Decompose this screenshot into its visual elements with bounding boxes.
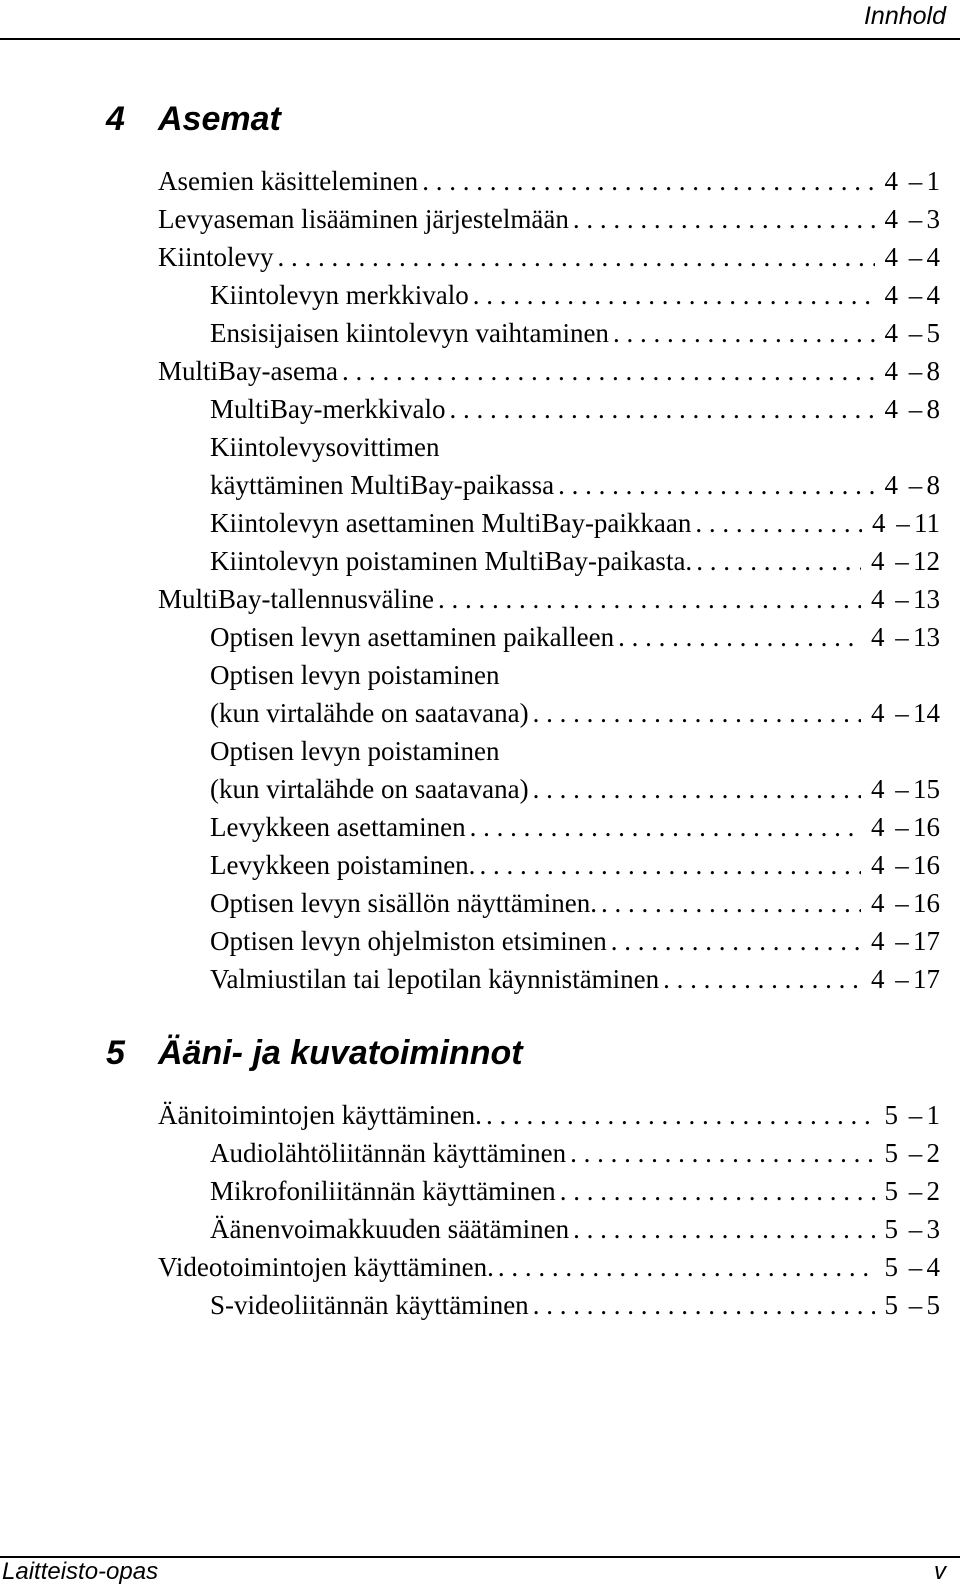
dot-leader: [445, 394, 874, 425]
dot-leader: [692, 546, 861, 577]
toc-entry-page: 4 – 8: [884, 394, 940, 424]
dot-leader: [569, 204, 875, 235]
toc-entry[interactable]: [210, 394, 940, 432]
toc-entry-page: 4 – 15: [871, 774, 940, 804]
toc-entry-label: Kiintolevyn asettaminen MultiBay-paikkaan: [210, 508, 692, 538]
toc-entry[interactable]: [158, 356, 940, 394]
dot-leader: [434, 584, 861, 615]
toc-entry[interactable]: [210, 470, 940, 508]
toc-entry-label: Ensisijaisen kiintolevyn vaihtaminen: [210, 318, 609, 348]
toc-entry[interactable]: [210, 774, 940, 812]
toc-entry-label: MultiBay-tallennusväline: [158, 584, 434, 614]
toc-entry-label: Kiintolevy: [158, 242, 274, 272]
running-footer-title: Laitteisto-opas: [2, 1558, 159, 1585]
dot-leader: [691, 508, 862, 539]
toc-entry[interactable]: [158, 1252, 940, 1290]
toc-entry-page: 4 – 13: [871, 622, 940, 652]
toc-entry-page: 5 – 3: [884, 1214, 940, 1244]
toc-entry-label: Kiintolevyn poistaminen MultiBay-paikasta.: [210, 546, 693, 576]
dot-leader: [418, 166, 874, 197]
dot-leader: [466, 812, 861, 843]
toc-entry-page: 5 – 5: [884, 1290, 940, 1320]
toc-entry-page: 4 – 4: [884, 242, 940, 272]
toc-entry[interactable]: [210, 926, 940, 964]
toc-entry-page: 4 – 8: [884, 470, 940, 500]
toc-entry-label: Optisen levyn sisällön näyttäminen.: [210, 888, 597, 918]
running-header: Innhold: [863, 2, 946, 30]
toc-entry[interactable]: [210, 1214, 940, 1252]
toc-entry-page: 4 – 1: [884, 166, 940, 196]
dot-leader: [482, 1100, 875, 1131]
toc-entry[interactable]: [158, 204, 940, 242]
dot-leader: [597, 888, 861, 919]
page-number: v: [934, 1558, 946, 1585]
dot-leader: [529, 1290, 875, 1321]
toc-entry-label: Asemien käsitteleminen: [158, 166, 419, 196]
toc-entry-page: 4 – 16: [871, 850, 940, 880]
dot-leader: [614, 622, 861, 653]
toc-entry-label: Valmiustilan tai lepotilan käynnistäminen: [210, 964, 660, 994]
toc-entry[interactable]: [210, 888, 940, 926]
toc-entry-label: Videotoimintojen käyttäminen.: [158, 1252, 494, 1282]
toc-entry-page: 4 – 3: [884, 204, 940, 234]
toc-entry[interactable]: [210, 850, 940, 888]
toc-entry-label: MultiBay-merkkivalo: [210, 394, 446, 424]
dot-leader: [469, 280, 875, 311]
toc-entry[interactable]: [210, 698, 940, 736]
dot-leader: [529, 698, 861, 729]
toc-entry-label: Optisen levyn asettaminen paikalleen: [210, 622, 615, 652]
toc-entry[interactable]: [158, 584, 940, 622]
toc-entry-label: Äänenvoimakkuuden säätäminen: [210, 1214, 570, 1244]
dot-leader: [566, 1138, 874, 1169]
toc-entry[interactable]: [158, 166, 940, 204]
toc-entry-label: S-videoliitännän käyttäminen: [210, 1290, 529, 1320]
toc-entry[interactable]: [210, 280, 940, 318]
chapter-title: Ääni- ja kuvatoiminnot: [158, 1034, 523, 1072]
dot-leader: [659, 964, 861, 995]
toc-entry-label: Levykkeen asettaminen: [210, 812, 466, 842]
toc-entry[interactable]: [210, 1290, 940, 1328]
dot-leader: [475, 850, 861, 881]
toc-entry-page: 4 – 4: [884, 280, 940, 310]
dot-leader: [494, 1252, 875, 1283]
toc-entry-page: 5 – 2: [884, 1176, 940, 1206]
toc-entry[interactable]: [158, 242, 940, 280]
toc-entry-page: 4 – 5: [884, 318, 940, 348]
dot-leader: [554, 470, 874, 501]
toc-entry-page: 5 – 4: [884, 1252, 940, 1282]
toc-entry-page: 4 – 16: [871, 888, 940, 918]
dot-leader: [609, 318, 875, 349]
toc-entry-label-line1[interactable]: Optisen levyn poistaminen: [210, 660, 500, 690]
toc-entry-page: 4 – 11: [872, 508, 940, 538]
dot-leader: [607, 926, 861, 957]
toc-entry[interactable]: [210, 622, 940, 660]
toc-entry-label: Audiolähtöliitännän käyttäminen: [210, 1138, 567, 1168]
dot-leader: [529, 774, 861, 805]
toc-entry[interactable]: [210, 1176, 940, 1214]
toc-entry-page: 4 – 17: [871, 964, 940, 994]
toc-entry-label: Mikrofoniliitännän käyttäminen: [210, 1176, 556, 1206]
toc-entry[interactable]: [210, 546, 940, 584]
toc-entry[interactable]: [210, 508, 940, 546]
chapter-heading[interactable]: [106, 100, 281, 139]
toc-entry-page: 4 – 12: [871, 546, 940, 576]
toc-entry-label: käyttäminen MultiBay-paikassa: [210, 470, 555, 500]
toc-entry-label: Kiintolevyn merkkivalo: [210, 280, 469, 310]
header-rule: [0, 38, 960, 40]
toc-entry-label: Levykkeen poistaminen.: [210, 850, 476, 880]
toc-entry-page: 4 – 14: [871, 698, 940, 728]
toc-entry[interactable]: [210, 964, 940, 1002]
toc-entry-label: (kun virtalähde on saatavana): [210, 774, 529, 804]
chapter-heading[interactable]: [106, 1034, 523, 1073]
toc-entry-label: MultiBay-asema: [158, 356, 338, 386]
toc-entry[interactable]: [210, 812, 940, 850]
toc-entry-label: (kun virtalähde on saatavana): [210, 698, 529, 728]
toc-entry-page: 5 – 2: [884, 1138, 940, 1168]
toc-entry[interactable]: [210, 318, 940, 356]
toc-entry-label-line1[interactable]: Kiintolevysovittimen: [210, 432, 440, 462]
toc-entry-page: 5 – 1: [884, 1100, 940, 1130]
toc-entry-page: 4 – 13: [871, 584, 940, 614]
chapter-number: 4: [106, 100, 125, 138]
toc-entry-page: 4 – 17: [871, 926, 940, 956]
dot-leader: [274, 242, 875, 273]
toc-entry[interactable]: [210, 1138, 940, 1176]
dot-leader: [569, 1214, 874, 1245]
toc-entry-label: Äänitoimintojen käyttäminen.: [158, 1100, 482, 1130]
toc-entry-label: Levyaseman lisääminen järjestelmään: [158, 204, 569, 234]
chapter-title: Asemat: [158, 100, 281, 138]
toc-entry-label-line1[interactable]: Optisen levyn poistaminen: [210, 736, 500, 766]
chapter-number: 5: [106, 1034, 125, 1072]
dot-leader: [338, 356, 875, 387]
toc-entry-page: 4 – 8: [884, 356, 940, 386]
toc-entry[interactable]: [158, 1100, 940, 1138]
toc-entry-label: Optisen levyn ohjelmiston etsiminen: [210, 926, 607, 956]
dot-leader: [556, 1176, 875, 1207]
toc-entry-page: 4 – 16: [871, 812, 940, 842]
